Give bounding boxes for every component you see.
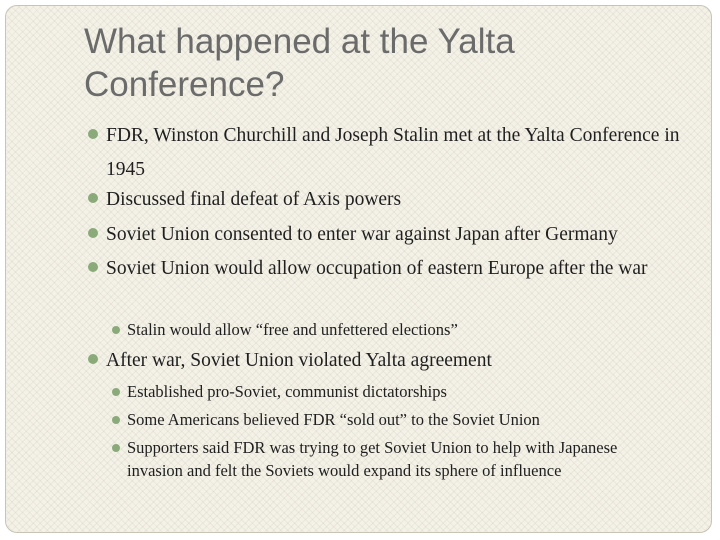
slide [5, 5, 712, 533]
bullet-item [112, 436, 672, 482]
bullet-icon [88, 193, 98, 203]
bullet-text: Established pro-Soviet, communist dictatorships [127, 382, 447, 401]
slide-title: What happened at the Yalta Conference? [84, 22, 515, 104]
bullet-text: After war, Soviet Union violated Yalta agreement [106, 350, 492, 371]
bullet-icon [112, 326, 120, 334]
bullet-item [112, 318, 672, 341]
bullet-item [112, 380, 672, 403]
bullet-icon [88, 129, 98, 139]
bullet-list [6, 6, 711, 532]
bullet-icon [112, 444, 120, 452]
bullet-text: Some Americans believed FDR “sold out” to the Soviet Union [127, 410, 540, 429]
bullet-text: Stalin would allow “free and unfettered elections” [127, 320, 458, 339]
bullet-item [88, 218, 698, 252]
bullet-text: Discussed final defeat of Axis powers [106, 189, 402, 210]
bullet-item [88, 344, 688, 378]
bullet-icon [88, 262, 98, 272]
bullet-text: Soviet Union consented to enter war against Japan after Germany [106, 224, 618, 245]
bullet-icon [112, 416, 120, 424]
bullet-item [88, 119, 688, 187]
bullet-text: Supporters said FDR was trying to get Soviet Union to help with Japanese invasion and felt the Soviets would expand its sphere of influence [127, 438, 618, 480]
bullet-icon [112, 388, 120, 396]
bullet-icon [88, 228, 98, 238]
bullet-item [112, 408, 672, 431]
bullet-text: Soviet Union would allow occupation of eastern Europe after the war [106, 258, 648, 279]
bullet-icon [88, 354, 98, 364]
bullet-item [88, 183, 688, 217]
bullet-item [88, 252, 688, 286]
bullet-text: FDR, Winston Churchill and Joseph Stalin met at the Yalta Conference in 1945 [106, 125, 680, 180]
